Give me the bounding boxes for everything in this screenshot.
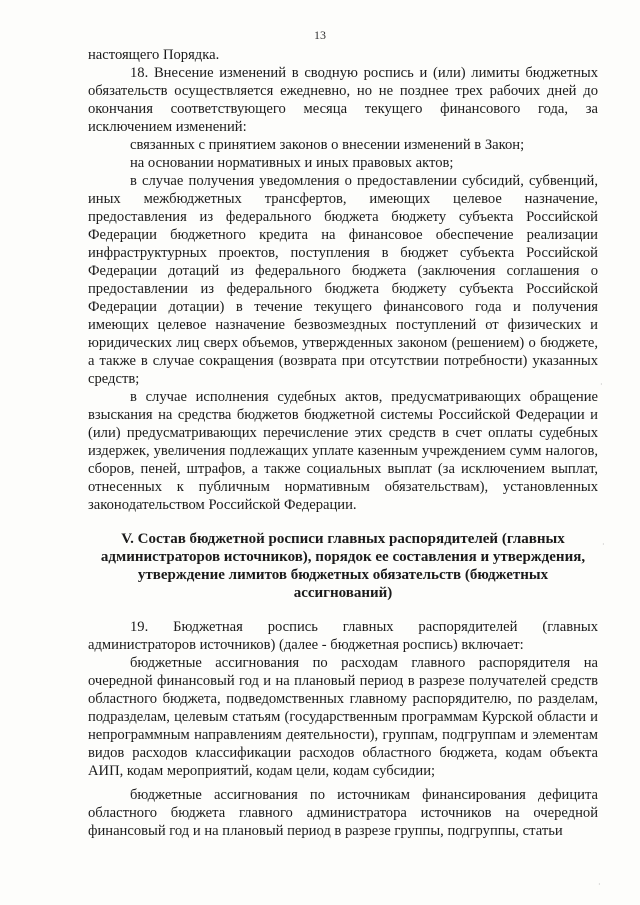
list-item-legal-acts: на основании нормативных и иных правовых актов; [130,155,454,171]
paragraph-18: 18. Внесение изменений в сводную роспись и (или) лимиты бюджетных обязательств осуществляется ежедневно, но не позднее трех рабочих дней до окончания соответствующего месяца текущего финансового года, за исключением изменений: [88,65,598,135]
scan-speck: · [598,880,601,889]
list-item-financing-sources: бюджетные ассигнования по источникам финансирования дефицита областного бюджета главного администратора источников на очередной финансовый год и на плановый период в разрезе группы, подгруппы, статьи [88,787,598,839]
scan-speck: · [600,380,603,389]
paragraph-continuation: настоящего Порядка. [88,47,220,63]
list-item-court-acts: в случае исполнения судебных актов, предусматривающих обращение взыскания на средства бюджетов бюджетной системы Российской Федерации и (или) предусматривающих перечисление этих средств в счет оплаты судебных издержек, увеличения подлежащих уплате казенным учреждением сумм налогов, сборов, пеней, штрафов, а также социальных выплат (за исключением выплат, отнесенных к публичным нормативным обязательствам), установленных законодательством Российской Федерации. [88,389,598,513]
page-number: 13 [314,28,326,42]
list-item-subsidies: в случае получения уведомления о предоставлении субсидий, субвенций, иных межбюджетных трансфертов, имеющих целевое назначение, предоставления из федерального бюджета бюджету субъекта Российской Федерации бюджетного кредита на финансовое обеспечение реализации инфраструктурных проектов, поступления в бюджет субъекта Российской Федерации дотаций из федерального бюджета (заключения соглашения о предоставлении из федерального бюджета бюджету субъекта Российской Федерации дотации) в течение текущего финансового года и получения имеющих целевое назначение безвозмездных поступлений от физических и юридических лиц сверх объемов, утвержденных законом (решением) о бюджете, а также в случае сокращения (возврата при отсутствии потребности) указанных средств; [88,173,598,387]
document-body [88,46,598,840]
list-item-expense-allocations: бюджетные ассигнования по расходам главного распорядителя на очередной финансовый год и на плановый период в разрезе получателей средств областного бюджета, подведомственных главному распорядителю, по разделам, подразделам, целевым статьям (государственным программам Курской области и непрограммным направлениям деятельности), группам, подгруппам и элементам видов расходов классификации расходов областного бюджета, кодам объекта АИП, кодам мероприятий, кодам цели, кодам субсидии; [88,655,598,779]
list-item-laws: связанных с принятием законов о внесении изменений в Закон; [130,137,525,153]
scan-speck: · [602,540,605,549]
paragraph-19: 19. Бюджетная роспись главных распорядителей (главных администраторов источников) (далее - бюджетная роспись) включает: [88,619,598,653]
section-heading: V. Состав бюджетной росписи главных распорядителей (главных администраторов источников), порядок ее составления и утверждения, утверждение лимитов бюджетных обязательств (бюджетных ассигнований) [100,531,586,601]
